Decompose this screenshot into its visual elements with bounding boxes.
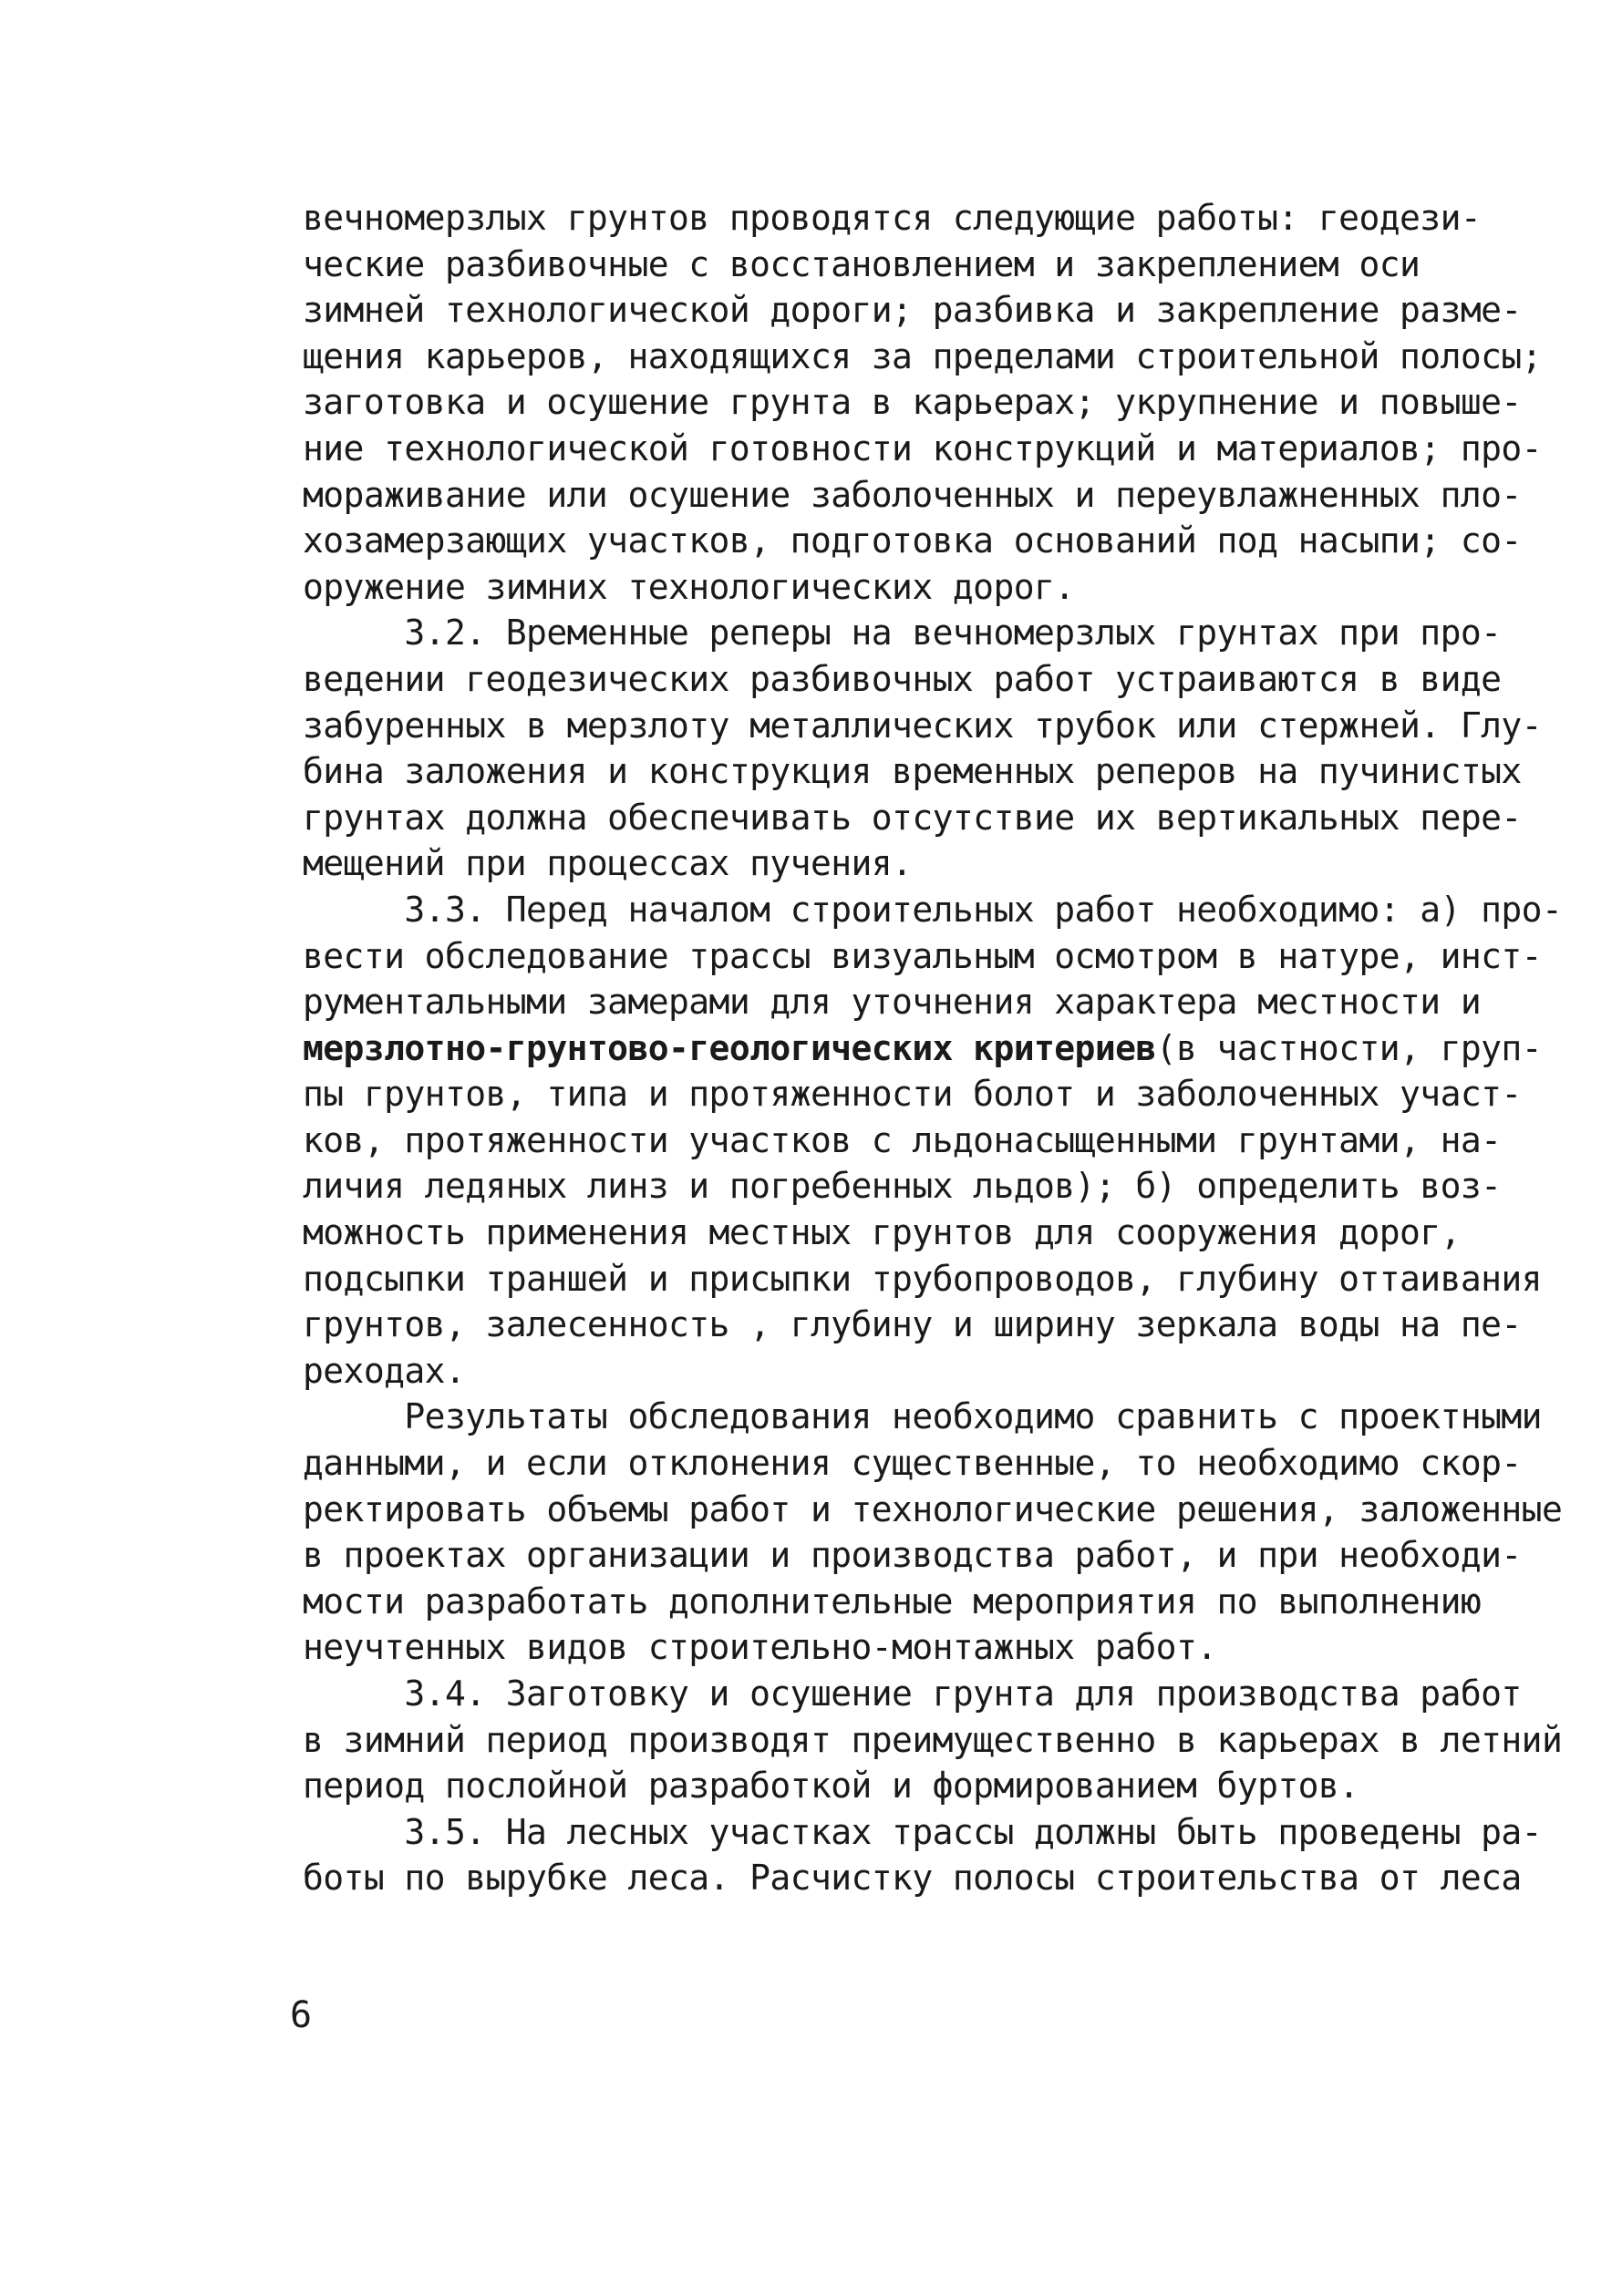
text-line: бина заложения и конструкция временных реперов на пучинистых [303,751,1522,792]
text-line: можность применения местных грунтов для сооружения дорог, [303,1212,1461,1253]
text-line: период послойной разработкой и формированием буртов. [303,1766,1359,1807]
bold-term: мерзлотно-грунтово-геологических критериев [303,1027,1156,1068]
text-line: ние технологической готовности конструкций и материалов; про- [303,427,1542,468]
text-line: в зимний период производят преимущественно в карьерах в летний [303,1719,1563,1760]
text-line: вести обследование трассы визуальным осмотром в натуре, инст- [303,935,1542,976]
text-line: грунтах должна обеспечивать отсутствие их вертикальных пере- [303,797,1522,838]
text-line: вечномерзлых грунтов проводятся следующие работы: геодези- [303,198,1482,238]
page-number: 6 [290,1994,313,2036]
text-line: оружение зимних технологических дорог. [303,566,1075,607]
text-segment: (в частности, груп- [1155,1027,1542,1068]
text-line: реходах. [303,1350,466,1391]
text-line-with-bold [303,1025,1542,1072]
body-text [303,195,1563,1901]
text-line: ректировать объемы работ и технологические решения, заложенные [303,1488,1563,1529]
paragraph-3-5-start: 3.5. На лесных участках трассы должны быть проведены ра- [303,1811,1542,1852]
text-line: пы грунтов, типа и протяженности болот и заболоченных участ- [303,1074,1522,1115]
text-line: заготовка и осушение грунта в карьерах; укрупнение и повыше- [303,382,1522,423]
text-line: ведении геодезических разбивочных работ устраиваются в виде [303,658,1502,699]
paragraph-results-start: Результаты обследования необходимо сравнить с проектными [303,1396,1542,1437]
text-line: ческие разбивочные с восстановлением и закреплением оси [303,243,1421,284]
text-line: хозамерзающих участков, подготовка оснований под насыпи; со- [303,520,1522,561]
text-line: ков, протяженности участков с льдонасыщенными грунтами, на- [303,1119,1502,1160]
text-line: неучтенных видов строительно-монтажных работ. [303,1627,1217,1668]
paragraph-3-4-start: 3.4. Заготовку и осушение грунта для производства работ [303,1673,1522,1714]
text-line: грунтов, залесенность , глубину и ширину зеркала воды на пе- [303,1304,1522,1345]
text-line: в проектах организации и производства работ, и при необходи- [303,1535,1522,1576]
paragraph-3-2-start: 3.2. Временные реперы на вечномерзлых грунтах при про- [303,613,1502,654]
text-line: забуренных в мерзлоту металлических трубок или стержней. Глу- [303,705,1542,746]
text-line: данными, и если отклонения существенные, то необходимо скор- [303,1443,1522,1484]
text-line: подсыпки траншей и присыпки трубопроводов, глубину оттаивания [303,1258,1542,1299]
text-line: мости разработать дополнительные мероприятия по выполнению [303,1580,1482,1622]
text-line: боты по вырубке леса. Расчистку полосы строительства от леса [303,1858,1522,1899]
text-line: мораживание или осушение заболоченных и переувлажненных пло- [303,474,1522,515]
text-line: щения карьеров, находящихся за пределами строительной полосы; [303,335,1542,376]
paragraph-3-3-start: 3.3. Перед началом строительных работ необходимо: а) про- [303,889,1563,930]
text-line: личия ледяных линз и погребенных льдов); б) определить воз- [303,1166,1502,1207]
text-line: мещений при процессах пучения. [303,843,913,884]
text-line: рументальными замерами для уточнения характера местности и [303,982,1482,1023]
text-line: зимней технологической дороги; разбивка и закрепление разме- [303,290,1522,331]
